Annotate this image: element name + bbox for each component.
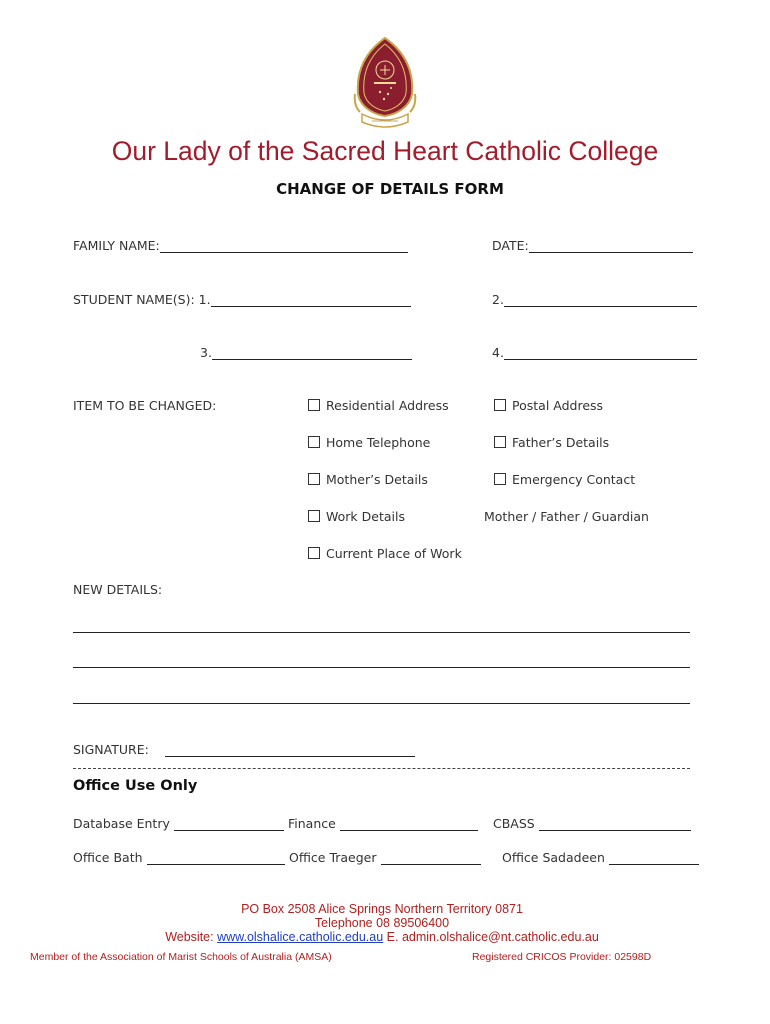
database-entry-field[interactable]: [73, 816, 284, 831]
option-work-details[interactable]: [308, 509, 405, 524]
option-mothers-details[interactable]: [308, 472, 428, 487]
new-details-line-2[interactable]: [73, 667, 690, 668]
student-names-label: STUDENT NAME(S): 1.: [73, 292, 211, 307]
option-label: Mother’s Details: [326, 472, 428, 487]
footer-cricos: Registered CRICOS Provider: 02598D: [472, 951, 652, 963]
option-emergency-contact[interactable]: [494, 472, 635, 487]
student-4-field[interactable]: [492, 345, 697, 360]
student-1-field[interactable]: [73, 292, 411, 307]
checkbox[interactable]: [494, 399, 506, 411]
office-bath-field[interactable]: [73, 850, 285, 865]
signature-line[interactable]: [165, 756, 415, 757]
checkbox[interactable]: [308, 436, 320, 448]
student-4-label: 4.: [492, 345, 504, 360]
database-entry-line: [174, 817, 284, 831]
option-label: Current Place of Work: [326, 546, 462, 561]
website-link[interactable]: www.olshalice.catholic.edu.au: [217, 930, 384, 944]
work-details-note: Mother / Father / Guardian: [484, 509, 649, 524]
option-home-telephone[interactable]: [308, 435, 430, 450]
cbass-field[interactable]: [493, 816, 691, 831]
date-field[interactable]: [492, 238, 693, 253]
footer-contact: [0, 930, 764, 944]
office-use-heading: Office Use Only: [73, 778, 198, 794]
new-details-line-3[interactable]: [73, 703, 690, 704]
student-3-line: [212, 346, 412, 360]
office-sadadeen-label: Office Sadadeen: [502, 850, 605, 865]
signature-label: SIGNATURE:: [73, 742, 149, 757]
checkbox[interactable]: [308, 473, 320, 485]
website-label: Website:: [165, 930, 214, 944]
finance-field[interactable]: [288, 816, 478, 831]
date-label: DATE:: [492, 238, 529, 253]
checkbox[interactable]: [494, 436, 506, 448]
student-2-line: [504, 293, 697, 307]
new-details-line-1[interactable]: [73, 632, 690, 633]
office-traeger-line: [381, 851, 481, 865]
new-details-label: NEW DETAILS:: [73, 582, 163, 597]
option-label: Residential Address: [326, 398, 449, 413]
checkbox[interactable]: [308, 547, 320, 559]
finance-label: Finance: [288, 816, 336, 831]
student-4-line: [504, 346, 697, 360]
date-line: [529, 239, 693, 253]
college-crest-logo: [350, 36, 420, 130]
checkbox[interactable]: [308, 399, 320, 411]
finance-line: [340, 817, 478, 831]
office-traeger-field[interactable]: [289, 850, 481, 865]
option-postal-address[interactable]: [494, 398, 603, 413]
checkbox[interactable]: [308, 510, 320, 522]
option-label: Postal Address: [512, 398, 604, 413]
divider-dashed: [73, 768, 690, 769]
family-name-field[interactable]: [73, 238, 408, 253]
option-label: Father’s Details: [512, 435, 610, 450]
footer-membership: Member of the Association of Marist Schools of Australia (AMSA): [30, 951, 332, 963]
cbass-label: CBASS: [493, 816, 535, 831]
college-name: Our Lady of the Sacred Heart Catholic College: [111, 136, 659, 166]
option-current-place-of-work[interactable]: [308, 546, 462, 561]
option-residential-address[interactable]: [308, 398, 449, 413]
form-title: CHANGE OF DETAILS FORM: [276, 180, 504, 198]
database-entry-label: Database Entry: [73, 816, 170, 831]
office-sadadeen-line: [609, 851, 699, 865]
option-label: Work Details: [326, 509, 405, 524]
student-3-label: 3.: [200, 345, 212, 360]
office-bath-line: [147, 851, 285, 865]
option-label: Home Telephone: [326, 435, 431, 450]
cbass-line: [539, 817, 691, 831]
office-sadadeen-field[interactable]: [502, 850, 699, 865]
email-text: E. admin.olshalice@nt.catholic.edu.au: [386, 930, 599, 944]
student-3-field[interactable]: [200, 345, 412, 360]
footer-telephone: Telephone 08 89506400: [314, 916, 450, 930]
item-to-change-label: ITEM TO BE CHANGED:: [73, 398, 217, 413]
office-traeger-label: Office Traeger: [289, 850, 377, 865]
family-name-line: [160, 239, 408, 253]
student-1-line: [211, 293, 411, 307]
office-bath-label: Office Bath: [73, 850, 143, 865]
checkbox[interactable]: [494, 473, 506, 485]
option-label: Emergency Contact: [512, 472, 636, 487]
footer-address: PO Box 2508 Alice Springs Northern Territory 0871: [241, 902, 523, 916]
option-fathers-details[interactable]: [494, 435, 609, 450]
family-name-label: FAMILY NAME:: [73, 238, 160, 253]
student-2-label: 2.: [492, 292, 504, 307]
student-2-field[interactable]: [492, 292, 697, 307]
